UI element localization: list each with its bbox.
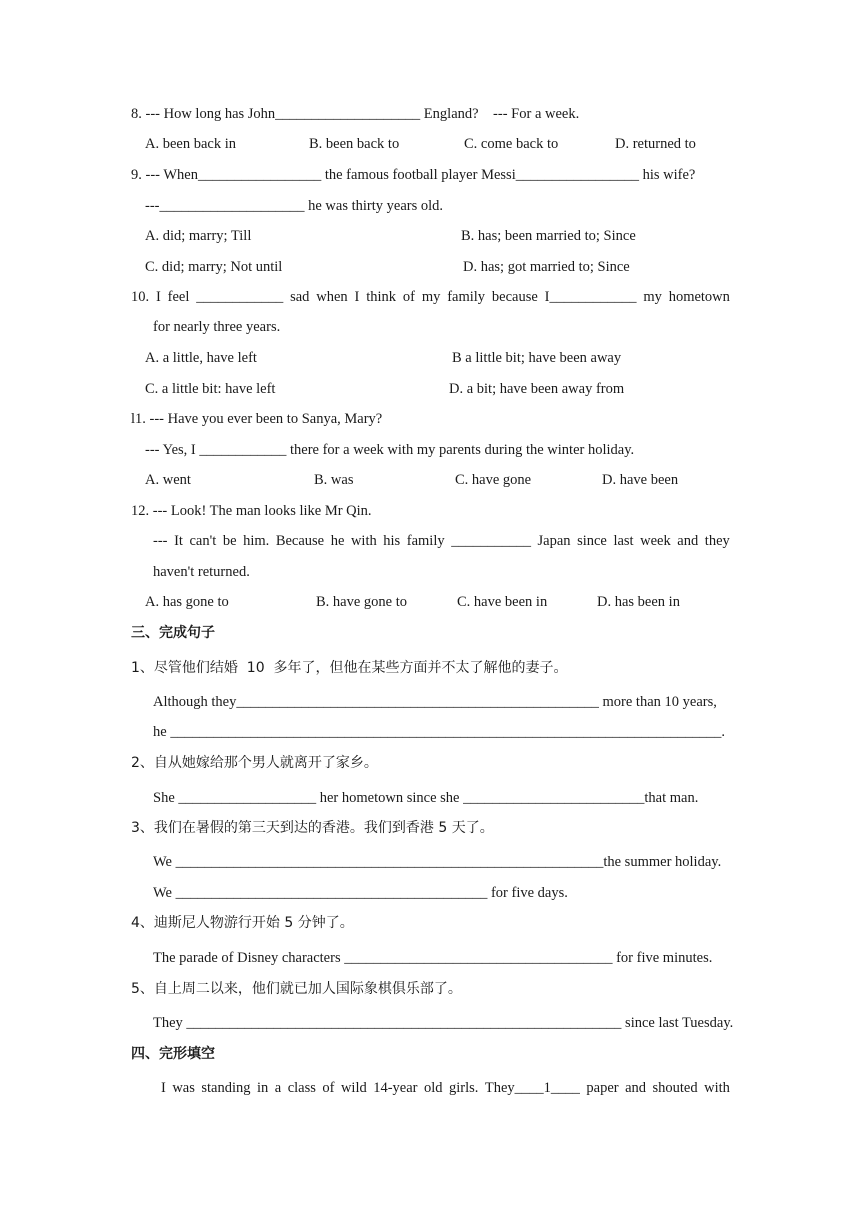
q10-blank: ____________ <box>196 289 284 305</box>
q10-option-b: B a little bit; have been away <box>452 350 622 366</box>
s4-word: and <box>625 1080 647 1096</box>
q11-option-b: B. was <box>314 472 354 488</box>
s3-item4-chinese: 4、迪斯尼人物游行开始 5 分钟了。 <box>131 915 354 931</box>
q9-stem: 9. --- When_________________ the famous football player Messi_________________ his wife? <box>131 167 696 183</box>
s3-item1-line1: Although they__________________________________________________ more than 10 years, <box>153 694 717 710</box>
s3-item3-line1: We ___________________________________________________________the summer holiday. <box>153 854 722 870</box>
q8-option-c: C. come back to <box>464 136 559 152</box>
q12-stem: 12. --- Look! The man looks like Mr Qin. <box>131 503 372 519</box>
q11-stem: l1. --- Have you ever been to Sanya, Mary? <box>131 411 383 427</box>
q10-word: feel <box>167 289 190 305</box>
q10-word: hometown <box>668 289 730 305</box>
s3-item3-line2: We ___________________________________________ for five days. <box>153 885 568 901</box>
q10-option-c: C. a little bit: have left <box>145 381 276 397</box>
q12-word: week <box>640 533 671 549</box>
q10-word: my <box>421 289 441 305</box>
q11-option-d: D. have been <box>602 472 679 488</box>
s3-item5-line1: They ____________________________________________________________ since last Tuesday. <box>153 1015 734 1031</box>
q10-option-d: D. a bit; have been away from <box>449 381 625 397</box>
q12-word: --- <box>153 533 168 549</box>
s4-word: standing <box>201 1080 251 1096</box>
q9-option-b: B. has; been married to; Since <box>461 228 636 244</box>
s4-word: a <box>274 1080 282 1096</box>
s4-word: in <box>257 1080 269 1096</box>
q8-option-a: A. been back in <box>145 136 236 152</box>
q12-word: with <box>350 533 377 549</box>
q12-word: him. <box>243 533 270 549</box>
q10-continuation: for nearly three years. <box>153 319 281 335</box>
q11-answer-line: --- Yes, I ____________ there for a week with my parents during the winter holiday. <box>145 442 635 458</box>
section4-heading: 四、完形填空 <box>131 1046 215 1062</box>
q10-word: 10. <box>131 289 150 305</box>
q12-option-a: A. has gone to <box>145 594 229 610</box>
q12-word: since <box>577 533 607 549</box>
s3-item1-chinese: 1、尽管他们结婚 10 多年了，但他在某些方面并不太了解他的妻子。 <box>131 660 568 676</box>
q12-word: Because <box>275 533 325 549</box>
q9-answer-line: ---____________________ he was thirty years old. <box>145 198 444 214</box>
q10-word: because <box>491 289 538 305</box>
s4-blank-1: They____1____ <box>484 1080 580 1096</box>
q8-stem: 8. --- How long has John____________________ England? --- For a week. <box>131 106 580 122</box>
s4-word: with <box>704 1080 730 1096</box>
s3-item4-line1: The parade of Disney characters _____________________________________ for five minutes. <box>153 950 713 966</box>
q10-word: when <box>316 289 348 305</box>
q10-word: think <box>366 289 397 305</box>
q10-word: I <box>354 289 360 305</box>
blank: _____________________________________ <box>344 950 613 966</box>
q12-word: family <box>406 533 445 549</box>
q12-word: his <box>383 533 401 549</box>
blank: __________________________________________________ <box>236 694 599 710</box>
s3-item3-chinese: 3、我们在暑假的第三天到达的香港。我们到香港 5 天了。 <box>131 820 494 836</box>
s4-word: of <box>322 1080 335 1096</box>
s4-word: old <box>423 1080 443 1096</box>
blank: ____________________________________________________________________________ <box>170 724 722 740</box>
blank: ___________________________________________________________ <box>175 854 604 870</box>
q12-continuation: haven't returned. <box>153 564 250 580</box>
blank: ____________________________________________________________ <box>186 1015 622 1031</box>
q12-word: last <box>613 533 634 549</box>
q9-option-d: D. has; got married to; Since <box>463 259 630 275</box>
s3-item5-chinese: 5、自上周二以来，他们就已加人国际象棋俱乐部了。 <box>131 981 462 997</box>
q12-option-b: B. have gone to <box>316 594 408 610</box>
q10-word: of <box>402 289 415 305</box>
s4-word: 14-year <box>373 1080 418 1096</box>
blank: _________________________ <box>463 790 645 806</box>
s4-word: I <box>161 1080 166 1096</box>
q8-option-b: B. been back to <box>309 136 400 152</box>
section3-heading: 三、完成句子 <box>131 625 215 641</box>
q12-word: they <box>704 533 730 549</box>
s4-word: wild <box>340 1080 367 1096</box>
q10-word: my <box>643 289 662 305</box>
q12-option-d: D. has been in <box>597 594 680 610</box>
q10-blank: I____________ <box>544 289 637 305</box>
q12-word: and <box>677 533 699 549</box>
q12-word: Japan <box>537 533 571 549</box>
q10-word: sad <box>290 289 310 305</box>
s3-item1-line2: he ____________________________________________________________________________. <box>153 724 725 740</box>
s4-word: girls. <box>448 1080 479 1096</box>
q12-word: It <box>174 533 183 549</box>
q12-word: he <box>330 533 345 549</box>
s4-word: was <box>172 1080 195 1096</box>
s4-word: paper <box>586 1080 619 1096</box>
s3-item2-chinese: 2、自从她嫁给那个男人就离开了家乡。 <box>131 755 378 771</box>
q12-option-c: C. have been in <box>457 594 548 610</box>
s4-word: shouted <box>652 1080 698 1096</box>
s3-item2-line1: She ___________________ her hometown since she _________________________that man. <box>153 790 699 806</box>
s4-word: class <box>287 1080 316 1096</box>
q8-option-d: D. returned to <box>615 136 696 152</box>
q9-option-c: C. did; marry; Not until <box>145 259 283 275</box>
q11-option-c: C. have gone <box>455 472 532 488</box>
s4-passage-line1 <box>161 1079 730 1097</box>
q12-blank: ___________ <box>451 533 531 549</box>
q10-word: family <box>447 289 486 305</box>
q9-option-a: A. did; marry; Till <box>145 228 252 244</box>
q10-stem <box>131 288 730 306</box>
blank: ___________________________________________ <box>175 885 488 901</box>
q10-option-a: A. a little, have left <box>145 350 257 366</box>
q12-word: can't <box>189 533 217 549</box>
blank: ___________________ <box>178 790 317 806</box>
q12-word: be <box>222 533 237 549</box>
q12-answer-line <box>153 532 730 550</box>
q10-word: I <box>155 289 161 305</box>
q11-option-a: A. went <box>145 472 191 488</box>
